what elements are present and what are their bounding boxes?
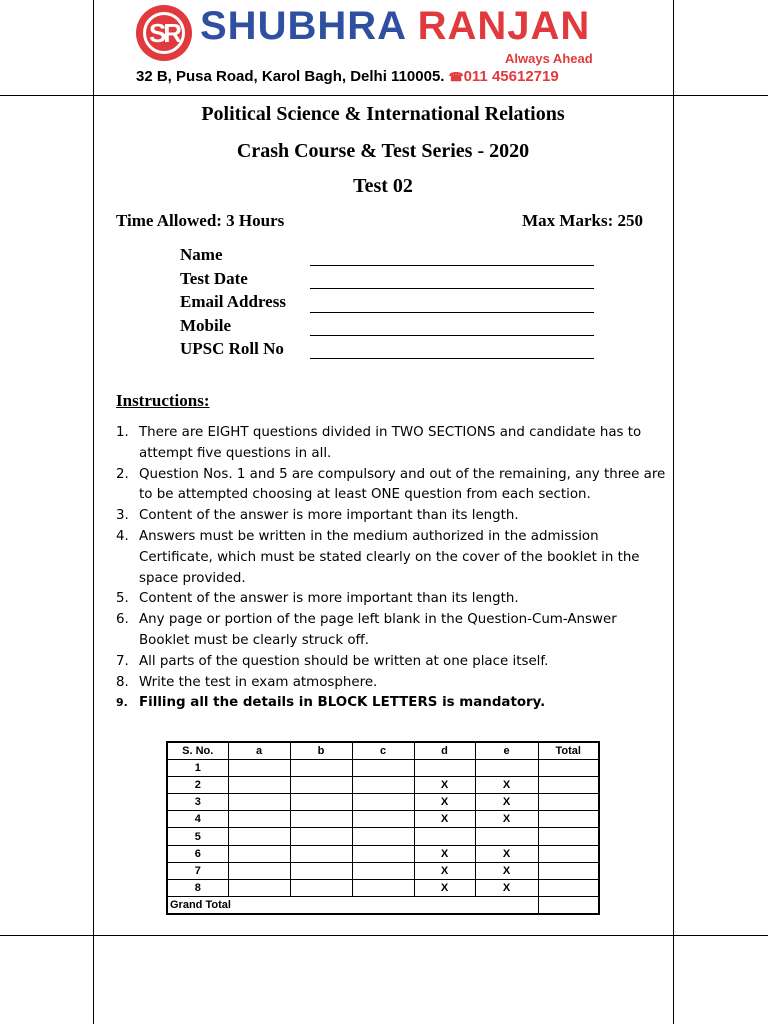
instruction-item: 8. Write the test in exam atmosphere.: [116, 674, 378, 690]
table-cell: [290, 794, 352, 811]
phone-number: 011 45612719: [463, 68, 559, 85]
table-cell: 1: [167, 760, 228, 777]
instruction-item: 6. Any page or portion of the page left blank in the Question-Cum-Answer Booklet must be clearly struck off.: [116, 612, 617, 648]
table-cell: [290, 862, 352, 879]
field-line-name: [310, 265, 594, 266]
table-cell: [352, 862, 414, 879]
field-line-test-date: [310, 288, 594, 289]
col-header-total: Total: [538, 742, 599, 760]
table-cell: X: [475, 794, 538, 811]
grand-total-value: [538, 896, 599, 914]
table-cell: [290, 760, 352, 777]
table-cell: [228, 811, 290, 828]
field-label-email: Email Address: [180, 292, 286, 311]
col-header-b: b: [290, 742, 352, 760]
table-cell: [290, 828, 352, 845]
table-cell: 7: [167, 862, 228, 879]
table-cell: [538, 760, 599, 777]
right-margin-line: [673, 0, 674, 1024]
field-line-roll-no: [310, 358, 594, 359]
table-row: [167, 862, 599, 879]
table-cell: X: [414, 777, 475, 794]
table-cell: [228, 845, 290, 862]
table-cell: [538, 862, 599, 879]
instruction-item: 9. Filling all the details in BLOCK LETTERS is mandatory.: [116, 695, 546, 711]
table-cell: 3: [167, 794, 228, 811]
table-cell: [352, 794, 414, 811]
field-label-test-date: Test Date: [180, 269, 248, 288]
table-cell: X: [414, 845, 475, 862]
header-divider: [0, 95, 768, 96]
table-row: [167, 845, 599, 862]
instructions-list: [116, 423, 671, 714]
table-cell: X: [475, 879, 538, 896]
field-label-mobile: Mobile: [180, 316, 231, 335]
field-line-email: [310, 312, 594, 313]
test-title: Test 02: [353, 175, 413, 197]
table-cell: 8: [167, 879, 228, 896]
phone-icon: ☎: [448, 70, 464, 84]
col-header-a: a: [228, 742, 290, 760]
table-cell: [538, 845, 599, 862]
table-cell: [538, 794, 599, 811]
course-title: Crash Course & Test Series - 2020: [236, 140, 530, 162]
instruction-item: 4. Answers must be written in the medium authorized in the admission Certificate, which must be stated clearly on the cover of the booklet in the space provided.: [116, 528, 640, 586]
table-cell: [290, 777, 352, 794]
table-cell: [538, 811, 599, 828]
table-cell: [538, 879, 599, 896]
table-cell: 6: [167, 845, 228, 862]
table-cell: [352, 760, 414, 777]
footer-divider: [0, 935, 768, 936]
table-row: [167, 811, 599, 828]
table-cell: X: [475, 811, 538, 828]
instruction-item: 1. There are EIGHT questions divided in TWO SECTIONS and candidate has to attempt five questions in all.: [116, 425, 642, 461]
table-cell: X: [414, 879, 475, 896]
table-cell: 5: [167, 828, 228, 845]
time-allowed: Time Allowed: 3 Hours: [116, 211, 285, 230]
table-cell: 2: [167, 777, 228, 794]
table-cell: [290, 811, 352, 828]
field-label-name: Name: [180, 245, 223, 264]
col-header-e: e: [475, 742, 538, 760]
col-header-sno: S. No.: [167, 742, 228, 760]
col-header-c: c: [352, 742, 414, 760]
table-cell: [352, 777, 414, 794]
table-cell: [475, 828, 538, 845]
table-cell: [475, 760, 538, 777]
brand-second: RANJAN: [417, 4, 591, 48]
table-header-row: [167, 742, 599, 760]
table-cell: [352, 828, 414, 845]
instruction-item: 2. Question Nos. 1 and 5 are compulsory and out of the remaining, any three are to be attempted choosing at least ONE question from each section.: [116, 466, 666, 503]
grand-total-label: Grand Total: [167, 896, 538, 914]
table-cell: X: [475, 862, 538, 879]
instruction-item: 5. Content of the answer is more important than its length.: [116, 591, 519, 607]
table-cell: [352, 845, 414, 862]
subject-title: Political Science & International Relations: [201, 103, 565, 125]
table-cell: [228, 794, 290, 811]
table-cell: X: [414, 794, 475, 811]
logo-icon: SR: [136, 5, 192, 61]
tagline: Always Ahead: [505, 51, 593, 66]
marks-table: [166, 741, 600, 915]
address: 32 B, Pusa Road, Karol Bagh, Delhi 110005.: [136, 68, 445, 85]
address-line: [136, 68, 559, 85]
table-row: [167, 828, 599, 845]
table-cell: X: [414, 862, 475, 879]
table-row: [167, 879, 599, 896]
table-row: [167, 760, 599, 777]
table-cell: [290, 879, 352, 896]
instructions-heading: Instructions:: [116, 391, 210, 410]
field-line-mobile: [310, 335, 594, 336]
table-cell: [228, 879, 290, 896]
table-cell: X: [475, 777, 538, 794]
table-cell: [228, 777, 290, 794]
table-cell: [414, 760, 475, 777]
table-cell: [352, 879, 414, 896]
brand-name: [200, 4, 590, 49]
table-cell: [538, 777, 599, 794]
table-cell: [228, 828, 290, 845]
col-header-d: d: [414, 742, 475, 760]
brand-first: SHUBHRA: [200, 4, 406, 48]
table-cell: [228, 760, 290, 777]
field-label-roll-no: UPSC Roll No: [180, 339, 284, 358]
table-cell: [538, 828, 599, 845]
max-marks: Max Marks: 250: [522, 211, 643, 230]
table-cell: 4: [167, 811, 228, 828]
instruction-item: 3. Content of the answer is more important than its length.: [116, 508, 519, 524]
table-row: [167, 777, 599, 794]
table-cell: [290, 845, 352, 862]
table-cell: [228, 862, 290, 879]
table-cell: X: [414, 811, 475, 828]
table-cell: [414, 828, 475, 845]
table-cell: [352, 811, 414, 828]
table-row: [167, 794, 599, 811]
grand-total-row: [167, 896, 599, 914]
table-cell: X: [475, 845, 538, 862]
instruction-item: 7. All parts of the question should be written at one place itself.: [116, 653, 549, 669]
